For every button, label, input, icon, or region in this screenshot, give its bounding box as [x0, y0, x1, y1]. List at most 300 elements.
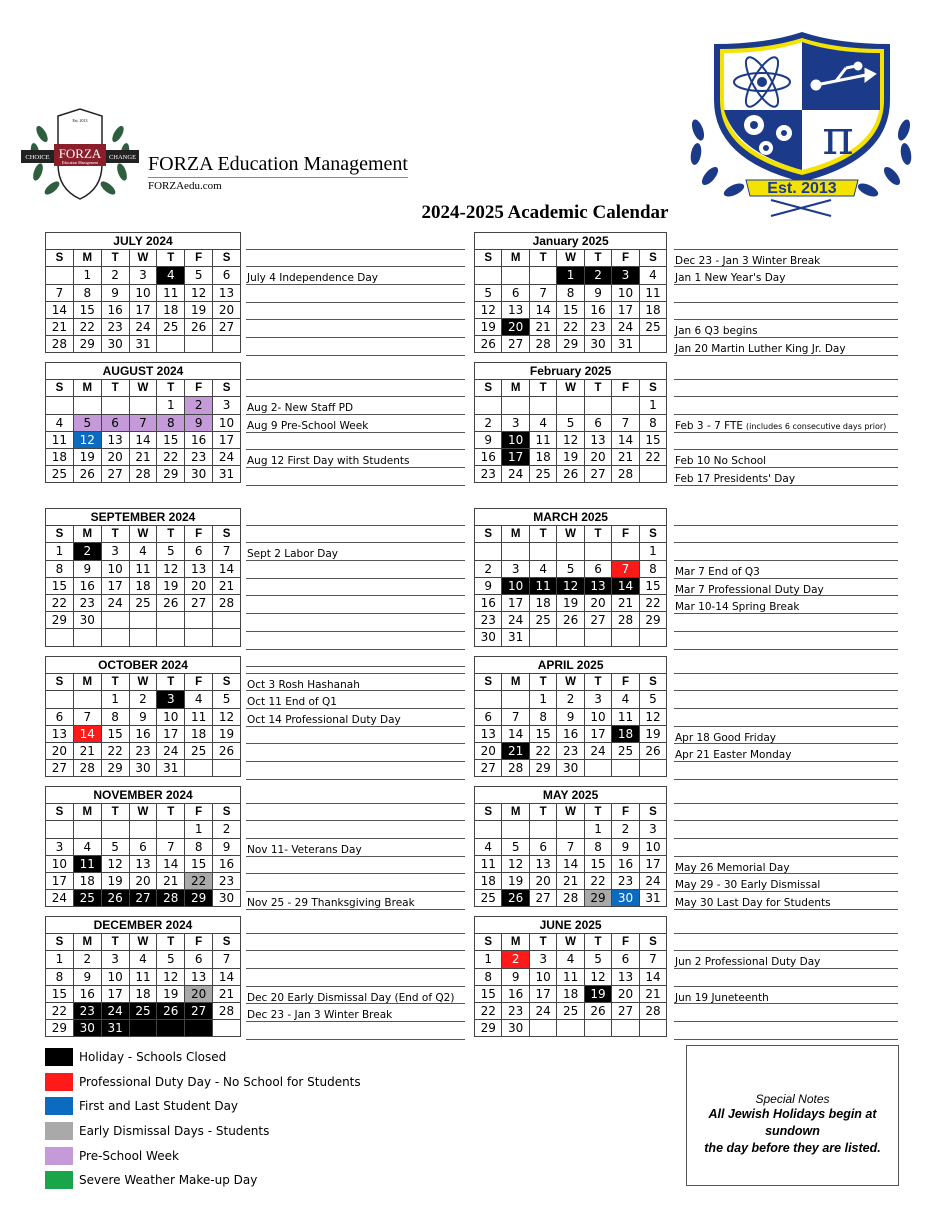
- day-cell: 19: [213, 725, 241, 742]
- blank-note-line: [674, 691, 898, 709]
- forza-logo-subtitle: Education Management: [61, 161, 99, 165]
- empty-cell: [502, 267, 529, 284]
- day-cell: 15: [529, 725, 556, 742]
- day-cell: 1: [584, 821, 611, 838]
- day-cell: 19: [557, 594, 584, 611]
- blank-note-line: [674, 804, 898, 822]
- day-cell: 27: [529, 890, 556, 907]
- note-text: Oct 14 Professional Duty Day: [247, 714, 401, 727]
- day-cell: 7: [73, 708, 101, 725]
- weekday-header: M: [502, 250, 529, 267]
- day-cell: 11: [639, 284, 666, 301]
- day-cell: 7: [213, 543, 241, 560]
- legend-item-pd: [45, 1070, 361, 1095]
- empty-cell: [46, 267, 74, 284]
- day-cell: 23: [475, 612, 502, 629]
- day-cell: 12: [584, 968, 611, 985]
- day-cell: 2: [475, 560, 502, 577]
- day-cell: 20: [185, 985, 213, 1002]
- day-cell: 15: [639, 431, 666, 448]
- day-cell: 9: [612, 838, 639, 855]
- day-cell: 19: [475, 318, 502, 335]
- blank-note-line: [246, 561, 465, 579]
- weekday-header: S: [46, 674, 74, 691]
- day-cell: 25: [46, 466, 74, 483]
- day-cell: 21: [73, 742, 101, 759]
- day-cell: 30: [612, 890, 639, 907]
- day-cell: 1: [46, 951, 74, 968]
- note-text: Jun 19 Juneteenth: [675, 991, 769, 1004]
- weekday-header: T: [529, 674, 556, 691]
- day-cell: 22: [46, 594, 74, 611]
- day-cell: 16: [475, 594, 502, 611]
- empty-cell: [529, 629, 556, 646]
- day-cell: 28: [129, 466, 157, 483]
- weekday-header: W: [129, 674, 157, 691]
- note-text: May 29 - 30 Early Dismissal: [675, 879, 821, 892]
- weekday-header: S: [639, 674, 666, 691]
- weekday-header: T: [529, 380, 556, 397]
- day-cell: 6: [185, 951, 213, 968]
- day-cell: 28: [529, 336, 556, 353]
- day-cell: 6: [129, 838, 157, 855]
- day-cell: 25: [475, 890, 502, 907]
- day-cell: 16: [475, 448, 502, 465]
- empty-cell: [557, 543, 584, 560]
- day-cell: 6: [584, 414, 611, 431]
- note-text: Aug 9 Pre-School Week: [247, 420, 369, 433]
- day-cell: 19: [101, 872, 129, 889]
- day-cell: 13: [584, 577, 611, 594]
- empty-cell: [557, 821, 584, 838]
- day-cell: 21: [129, 448, 157, 465]
- day-cell: 4: [529, 560, 556, 577]
- weekday-header: F: [612, 380, 639, 397]
- month-title: APRIL 2025: [475, 657, 667, 674]
- day-cell: 12: [213, 708, 241, 725]
- blank-note-line: [674, 934, 898, 952]
- day-cell: 15: [46, 985, 74, 1002]
- pi-symbol: π: [822, 110, 854, 166]
- note-text: Sept 2 Labor Day: [247, 548, 339, 561]
- empty-cell: [529, 397, 556, 414]
- empty-cell: [101, 629, 129, 646]
- day-cell: 12: [502, 855, 529, 872]
- day-cell: 25: [639, 318, 666, 335]
- day-cell: 14: [213, 560, 241, 577]
- weekday-header: M: [73, 934, 101, 951]
- blank-note-line: [674, 821, 898, 839]
- blank-note-line: [674, 397, 898, 415]
- weekday-header: T: [101, 674, 129, 691]
- month-grid: [45, 508, 241, 647]
- empty-cell: [101, 397, 129, 414]
- day-cell: 26: [157, 1002, 185, 1019]
- school-est-text: Est. 2013: [767, 180, 837, 197]
- blank-note-line: [246, 951, 465, 969]
- weekday-header: S: [475, 380, 502, 397]
- day-cell: 17: [612, 301, 639, 318]
- day-cell: 29: [529, 760, 556, 777]
- day-cell: 5: [157, 543, 185, 560]
- blank-note-line: [674, 969, 898, 987]
- day-cell: 27: [502, 336, 529, 353]
- day-cell: 22: [46, 1002, 74, 1019]
- weekday-header: M: [73, 380, 101, 397]
- blank-note-line: [246, 656, 465, 674]
- day-cell: 9: [475, 577, 502, 594]
- day-cell: 17: [529, 985, 556, 1002]
- legend-item-preschool: [45, 1143, 361, 1168]
- day-cell: 30: [584, 336, 611, 353]
- legend-swatch: [45, 1073, 73, 1091]
- empty-cell: [46, 397, 74, 414]
- day-cell: 20: [529, 872, 556, 889]
- month-notes: [246, 656, 465, 780]
- empty-cell: [475, 821, 502, 838]
- day-cell: 6: [612, 951, 639, 968]
- month-notes: [674, 362, 898, 486]
- day-cell: 28: [157, 890, 185, 907]
- empty-cell: [612, 760, 639, 777]
- blank-note-line: [246, 916, 465, 934]
- legend-label: Pre-School Week: [79, 1148, 179, 1163]
- day-cell: 23: [475, 466, 502, 483]
- page-title: 2024-2025 Academic Calendar: [421, 202, 669, 223]
- day-cell: 25: [73, 890, 101, 907]
- day-cell: 28: [213, 1002, 241, 1019]
- blank-note-line: [674, 285, 898, 303]
- day-cell: 16: [612, 855, 639, 872]
- blank-note-line: [674, 433, 898, 451]
- weekday-header: M: [502, 526, 529, 543]
- day-cell: 27: [584, 612, 611, 629]
- day-cell: 20: [185, 577, 213, 594]
- day-cell: 15: [73, 301, 101, 318]
- empty-cell: [584, 629, 611, 646]
- month-grid: [474, 786, 667, 907]
- blank-note-line: [674, 508, 898, 526]
- empty-cell: [475, 691, 502, 708]
- note-text: July 4 Independence Day: [247, 272, 378, 285]
- day-cell: 12: [639, 708, 666, 725]
- day-cell: 12: [557, 431, 584, 448]
- day-cell: 24: [612, 318, 639, 335]
- month-calendar: [474, 362, 667, 483]
- month-title: MAY 2025: [475, 787, 667, 804]
- day-cell: 30: [557, 760, 584, 777]
- empty-cell: [185, 336, 213, 353]
- empty-cell: [73, 691, 101, 708]
- legend-swatch: [45, 1171, 73, 1189]
- day-cell: 2: [557, 691, 584, 708]
- empty-cell: [529, 821, 556, 838]
- day-cell: 19: [557, 448, 584, 465]
- empty-cell: [612, 397, 639, 414]
- day-cell: 1: [46, 543, 74, 560]
- day-cell: 9: [73, 560, 101, 577]
- month-calendar: [45, 786, 241, 907]
- blank-note-line: [246, 579, 465, 597]
- day-cell: 16: [185, 431, 213, 448]
- empty-cell: [475, 397, 502, 414]
- note-line: [674, 415, 898, 433]
- forza-logo-est: Est. 2013: [72, 118, 88, 123]
- day-cell: 31: [612, 336, 639, 353]
- day-cell: 30: [129, 760, 157, 777]
- special-notes-line-2: the day before they are listed.: [704, 1141, 881, 1155]
- blank-note-line: [246, 508, 465, 526]
- day-cell: 29: [557, 336, 584, 353]
- forza-logo-change-text: CHANGE: [108, 154, 137, 161]
- day-cell: 18: [157, 301, 185, 318]
- day-cell: 24: [157, 742, 185, 759]
- note-line: [674, 338, 898, 356]
- month-grid: [45, 232, 241, 353]
- day-cell: 5: [502, 838, 529, 855]
- day-cell: 11: [157, 284, 185, 301]
- month-title: NOVEMBER 2024: [46, 787, 241, 804]
- weekday-header: T: [584, 250, 611, 267]
- weekday-header: S: [475, 526, 502, 543]
- day-cell: 24: [213, 448, 241, 465]
- legend-swatch: [45, 1048, 73, 1066]
- legend: [45, 1045, 361, 1193]
- empty-cell: [502, 397, 529, 414]
- day-cell: 13: [101, 431, 129, 448]
- weekday-header: S: [475, 250, 502, 267]
- day-cell: 4: [185, 691, 213, 708]
- day-cell: 29: [46, 1020, 74, 1037]
- day-cell: 1: [529, 691, 556, 708]
- blank-note-line: [674, 762, 898, 780]
- blank-note-line: [674, 543, 898, 561]
- weekday-header: F: [185, 526, 213, 543]
- day-cell: 23: [502, 1002, 529, 1019]
- day-cell: 3: [639, 821, 666, 838]
- special-notes-box: [686, 1045, 899, 1186]
- blank-note-line: [674, 632, 898, 650]
- day-cell: 22: [185, 872, 213, 889]
- weekday-header: S: [46, 804, 74, 821]
- day-cell: 11: [185, 708, 213, 725]
- month-calendar: [45, 916, 241, 1037]
- empty-cell: [185, 629, 213, 646]
- day-cell: 2: [101, 267, 129, 284]
- legend-swatch: [45, 1147, 73, 1165]
- month-calendar: [474, 916, 667, 1037]
- day-cell: 2: [185, 397, 213, 414]
- day-cell: 28: [639, 1002, 666, 1019]
- weekday-header: W: [129, 804, 157, 821]
- note-line: [674, 727, 898, 745]
- school-crest-logo: [676, 30, 926, 220]
- day-cell: 24: [502, 466, 529, 483]
- legend-item-early: [45, 1119, 361, 1144]
- day-cell: 11: [73, 855, 101, 872]
- weekday-header: W: [557, 804, 584, 821]
- day-cell: 9: [185, 414, 213, 431]
- weekday-header: F: [612, 674, 639, 691]
- day-cell: 23: [612, 872, 639, 889]
- day-cell: 24: [639, 872, 666, 889]
- weekday-header: F: [612, 804, 639, 821]
- day-cell: 20: [213, 301, 241, 318]
- weekday-header: S: [639, 934, 666, 951]
- weekday-header: S: [475, 674, 502, 691]
- day-cell: 24: [46, 890, 74, 907]
- day-cell: 30: [101, 336, 129, 353]
- day-cell: 14: [557, 855, 584, 872]
- weekday-header: S: [46, 250, 74, 267]
- day-cell: 15: [475, 985, 502, 1002]
- day-cell: 5: [584, 951, 611, 968]
- weekday-header: F: [185, 674, 213, 691]
- day-cell: 3: [101, 543, 129, 560]
- day-cell: 5: [557, 560, 584, 577]
- day-cell: 18: [557, 985, 584, 1002]
- day-cell: 2: [73, 543, 101, 560]
- blank-note-line: [674, 362, 898, 380]
- month-calendar: [474, 786, 667, 907]
- day-cell: 11: [529, 577, 556, 594]
- empty-cell: [129, 821, 157, 838]
- day-cell: 17: [639, 855, 666, 872]
- empty-cell: [475, 267, 502, 284]
- day-cell: 10: [157, 708, 185, 725]
- day-cell: 1: [73, 267, 101, 284]
- weekday-header: T: [157, 934, 185, 951]
- note-line: [674, 892, 898, 910]
- day-cell: 5: [101, 838, 129, 855]
- day-cell: 2: [73, 951, 101, 968]
- weekday-header: T: [584, 934, 611, 951]
- note-text: Jan 1 New Year's Day: [675, 272, 786, 285]
- day-cell: 31: [502, 629, 529, 646]
- note-text: Jun 2 Professional Duty Day: [675, 956, 821, 969]
- weekday-header: M: [502, 804, 529, 821]
- blank-note-line: [674, 709, 898, 727]
- empty-cell: [101, 612, 129, 629]
- weekday-header: S: [213, 380, 241, 397]
- day-cell: 24: [584, 742, 611, 759]
- day-cell: 10: [584, 708, 611, 725]
- empty-cell: [185, 760, 213, 777]
- note-line: [674, 561, 898, 579]
- month-notes: [246, 786, 465, 910]
- blank-note-line: [246, 804, 465, 822]
- note-text: Jan 6 Q3 begins: [675, 325, 758, 338]
- day-cell: 5: [185, 267, 213, 284]
- day-cell: 30: [213, 890, 241, 907]
- blank-note-line: [246, 1022, 465, 1040]
- weekday-header: T: [101, 934, 129, 951]
- day-cell: 14: [129, 431, 157, 448]
- empty-cell: [101, 821, 129, 838]
- day-cell: 21: [557, 872, 584, 889]
- day-cell: 13: [475, 725, 502, 742]
- note-text: Apr 18 Good Friday: [675, 731, 777, 744]
- month-title: DECEMBER 2024: [46, 917, 241, 934]
- empty-cell: [529, 267, 556, 284]
- empty-cell: [557, 397, 584, 414]
- day-cell: 18: [73, 872, 101, 889]
- day-cell: 23: [101, 318, 129, 335]
- blank-note-line: [674, 786, 898, 804]
- day-cell: 25: [157, 318, 185, 335]
- empty-cell: [639, 629, 666, 646]
- day-cell: 25: [529, 466, 556, 483]
- weekday-header: T: [529, 526, 556, 543]
- day-cell: 5: [557, 414, 584, 431]
- day-cell: 23: [557, 742, 584, 759]
- day-cell: 15: [639, 577, 666, 594]
- empty-cell: [584, 1020, 611, 1037]
- weekday-header: F: [185, 804, 213, 821]
- day-cell: 21: [529, 318, 556, 335]
- day-cell: 20: [101, 448, 129, 465]
- day-cell: 22: [584, 872, 611, 889]
- day-cell: 30: [475, 629, 502, 646]
- note-line: [246, 674, 465, 692]
- empty-cell: [639, 1020, 666, 1037]
- weekday-header: F: [612, 526, 639, 543]
- weekday-header: T: [157, 250, 185, 267]
- day-cell: 27: [185, 594, 213, 611]
- note-line: [674, 987, 898, 1005]
- day-cell: 28: [502, 760, 529, 777]
- weekday-header: F: [612, 250, 639, 267]
- day-cell: 20: [584, 448, 611, 465]
- day-cell: 2: [129, 691, 157, 708]
- day-cell: 29: [639, 612, 666, 629]
- day-cell: 14: [157, 855, 185, 872]
- day-cell: 22: [157, 448, 185, 465]
- empty-cell: [584, 397, 611, 414]
- day-cell: 7: [612, 414, 639, 431]
- weekday-header: S: [46, 526, 74, 543]
- empty-cell: [129, 397, 157, 414]
- day-cell: 10: [639, 838, 666, 855]
- month-calendar: [45, 232, 241, 353]
- day-cell: 9: [475, 431, 502, 448]
- note-text: May 30 Last Day for Students: [675, 897, 831, 910]
- day-cell: 18: [185, 725, 213, 742]
- day-cell: 18: [529, 594, 556, 611]
- month-title: JULY 2024: [46, 233, 241, 250]
- day-cell: 1: [557, 267, 584, 284]
- empty-cell: [213, 629, 241, 646]
- day-cell: 12: [157, 968, 185, 985]
- day-cell: 25: [129, 594, 157, 611]
- day-cell: 4: [639, 267, 666, 284]
- empty-cell: [46, 629, 74, 646]
- day-cell: 21: [612, 448, 639, 465]
- day-cell: 18: [529, 448, 556, 465]
- weekday-header: F: [185, 934, 213, 951]
- day-cell: 8: [46, 560, 74, 577]
- day-cell: 9: [557, 708, 584, 725]
- day-cell: 11: [129, 968, 157, 985]
- blank-note-line: [674, 916, 898, 934]
- day-cell: 12: [185, 284, 213, 301]
- weekday-header: F: [185, 380, 213, 397]
- day-cell: 8: [639, 414, 666, 431]
- note-subtext: (includes 6 consecutive days prior): [746, 422, 887, 432]
- empty-cell: [157, 336, 185, 353]
- empty-cell: [612, 543, 639, 560]
- day-cell: 19: [73, 448, 101, 465]
